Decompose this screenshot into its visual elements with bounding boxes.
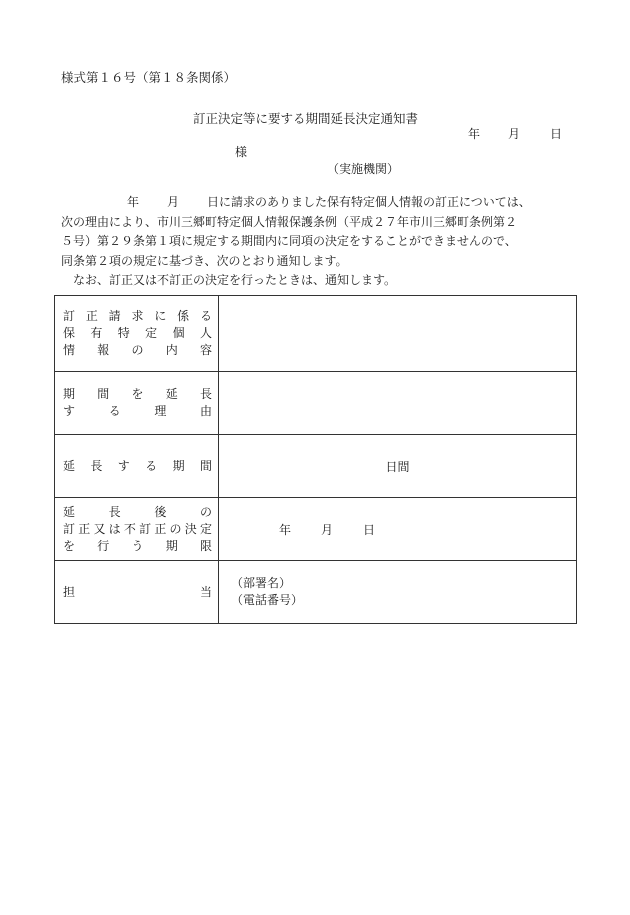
department-field: （部署名） bbox=[231, 576, 292, 590]
label-line: を 行 う 期 限 bbox=[63, 538, 212, 553]
label-contact bbox=[55, 561, 219, 624]
notice-body bbox=[61, 193, 581, 291]
document-title: 訂正決定等に要する期間延長決定通知書 bbox=[193, 111, 419, 126]
label-line: 訂 正 請 求 に 係 る bbox=[63, 309, 212, 323]
label-line: 延 長 す る 期 間 bbox=[63, 458, 212, 473]
table-row-contact bbox=[55, 561, 577, 624]
table-row-request-content bbox=[55, 296, 577, 372]
phone-field: （電話番号） bbox=[231, 593, 304, 607]
label-extension-reason bbox=[55, 372, 219, 435]
label-extension-period bbox=[55, 435, 219, 498]
date-month: 月 bbox=[508, 127, 521, 141]
body-year: 年 bbox=[127, 195, 140, 209]
label-line: 訂 正 又 は 不 訂 正 の 決 定 bbox=[63, 521, 212, 536]
label-line: す る 理 由 bbox=[63, 404, 212, 418]
body-line-5: なお、訂正又は不訂正の決定を行ったときは、通知します。 bbox=[73, 273, 397, 287]
table-row-extension-period bbox=[55, 435, 577, 498]
value-request-content[interactable] bbox=[219, 296, 577, 372]
days-unit: 日間 bbox=[385, 459, 410, 474]
label-line: 情 報 の 内 容 bbox=[63, 343, 212, 357]
label-line: 期 間 を 延 長 bbox=[63, 387, 212, 401]
table-row-decision-deadline bbox=[55, 498, 577, 561]
deadline-date: 年 月 日 bbox=[279, 522, 376, 537]
issuing-organization: （実施機関） bbox=[327, 162, 400, 176]
label-line: 保 有 特 定 個 人 bbox=[63, 326, 212, 340]
body-line-4: 同条第２項の規定に基づき、次のとおり通知します。 bbox=[61, 253, 348, 268]
addressee-suffix: 様 bbox=[235, 145, 248, 159]
form-number: 様式第１６号（第１８条関係） bbox=[61, 70, 237, 85]
label-request-content bbox=[55, 296, 219, 372]
value-contact[interactable] bbox=[219, 561, 577, 624]
label-decision-deadline bbox=[55, 498, 219, 561]
value-extension-period[interactable] bbox=[219, 435, 577, 498]
label-line: 延 長 後 の bbox=[63, 504, 212, 519]
value-decision-deadline[interactable] bbox=[219, 498, 577, 561]
date-day: 日 bbox=[550, 127, 563, 141]
notice-table bbox=[54, 295, 577, 624]
date-year: 年 bbox=[468, 127, 481, 141]
body-line-1 bbox=[61, 193, 581, 213]
issue-date bbox=[468, 125, 562, 142]
value-extension-reason[interactable] bbox=[219, 372, 577, 435]
body-month: 月 bbox=[167, 195, 180, 209]
body-line-2: 次の理由により、市川三郷町特定個人情報保護条例（平成２７年市川三郷町条例第２ bbox=[61, 214, 518, 229]
body-line-1-rest: 日に請求のありました保有特定個人情報の訂正については、 bbox=[207, 195, 531, 209]
body-line-3: ５号）第２９条第１項に規定する期間内に同項の決定をすることができませんので、 bbox=[61, 234, 517, 248]
label-line: 担 当 bbox=[63, 584, 212, 599]
table-row-extension-reason bbox=[55, 372, 577, 435]
